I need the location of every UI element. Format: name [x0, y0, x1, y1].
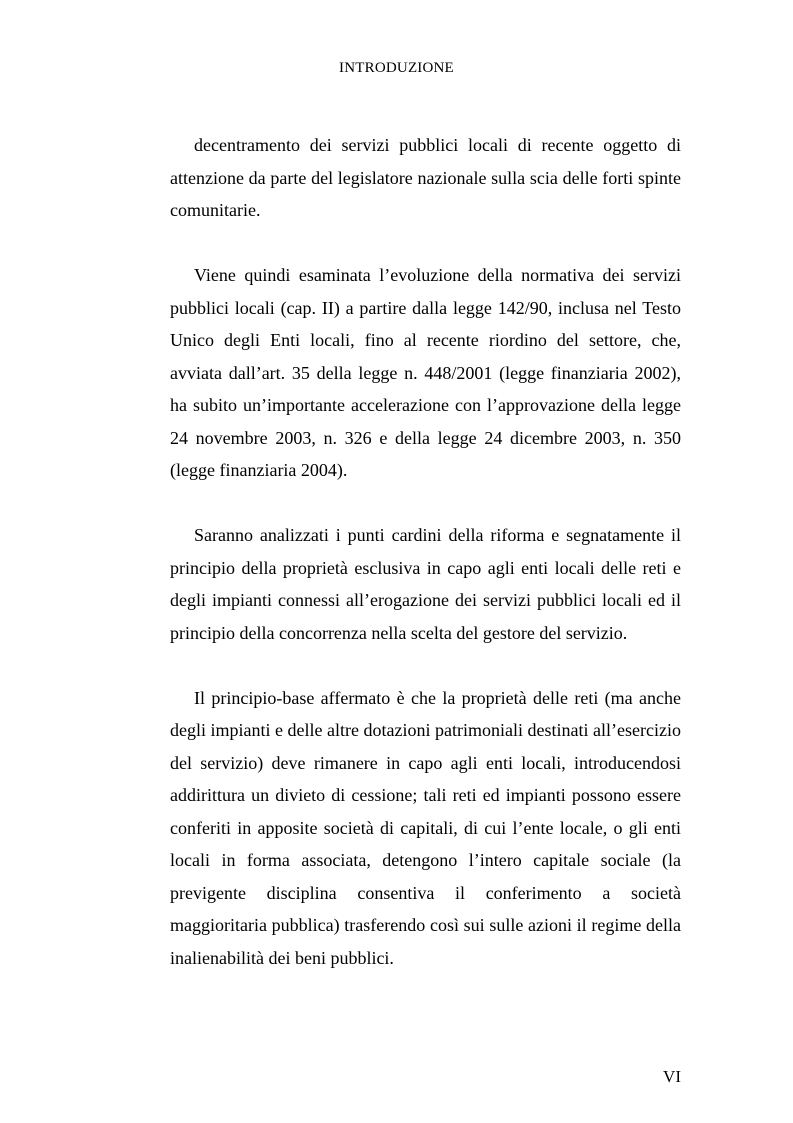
body-text — [170, 129, 681, 974]
paragraph-3: Saranno analizzati i punti cardini della riforma e segnatamente il principio della proprietà esclusiva in capo agli enti locali delle reti e degli impianti connessi all’erogazione dei servizi pubblici locali ed il principio della concorrenza nella scelta del gestore del servizio. — [170, 525, 681, 643]
page-header-title: INTRODUZIONE — [339, 60, 454, 76]
paragraph-4: Il principio-base affermato è che la proprietà delle reti (ma anche degli impianti e delle altre dotazioni patrimoniali destinati all’esercizio del servizio) deve rimanere in capo agli enti locali, introducendosi addirittura un divieto di cessione; tali reti ed impianti possono essere conferiti in apposite società di capitali, di cui l’ente locale, o gli enti locali in forma associata, detengono l’intero capitale sociale (la previgente disciplina consentiva il conferimento a società maggioritaria pubblica) trasferendo così sui sulle azioni il regime della inalienabilità dei beni pubblici. — [170, 687, 681, 968]
paragraph-1: decentramento dei servizi pubblici locali di recente oggetto di attenzione da parte del legislatore nazionale sulla scia delle forti spinte comunitarie. — [170, 135, 681, 220]
page-number: VI — [663, 1067, 681, 1086]
paragraph-2: Viene quindi esaminata l’evoluzione della normativa dei servizi pubblici locali (cap. II) a partire dalla legge 142/90, inclusa nel Testo Unico degli Enti locali, fino al recente riordino del settore, che, avviata dall’art. 35 della legge n. 448/2001 (legge finanziaria 2002), ha subito un’importante accelerazione con l’approvazione della legge 24 novembre 2003, n. 326 e della legge 24 dicembre 2003, n. 350 (legge finanziaria 2004). — [170, 265, 681, 480]
